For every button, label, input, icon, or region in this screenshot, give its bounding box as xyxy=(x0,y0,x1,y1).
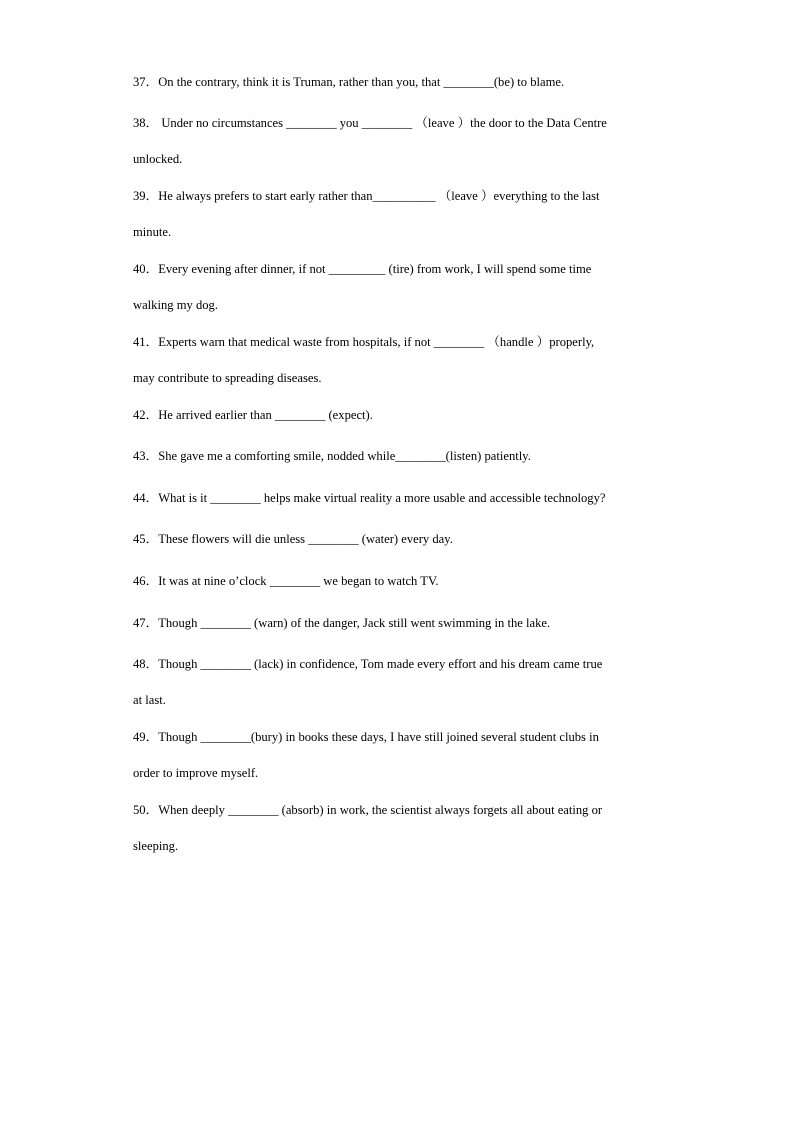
question-41-line-2: may contribute to spreading diseases. xyxy=(133,371,322,385)
question-50-line-2: sleeping. xyxy=(133,839,179,853)
question-40-line-1: 40．Every evening after dinner, if not _________ (tire) from work, I will spend some time xyxy=(133,262,592,276)
question-43-line-1: 43．She gave me a comforting smile, nodded while________(listen) patiently. xyxy=(133,449,531,463)
question-45-line-1: 45．These flowers will die unless ________ (water) every day. xyxy=(133,532,453,546)
question-38-line-2: unlocked. xyxy=(133,152,183,166)
question-50-line-1: 50．When deeply ________ (absorb) in work, the scientist always forgets all about eating or xyxy=(133,803,603,817)
question-49-line-2: order to improve myself. xyxy=(133,766,259,780)
question-46-line-1: 46．It was at nine o’clock ________ we began to watch TV. xyxy=(133,574,439,588)
question-38-line-1: 38． Under no circumstances ________ you ________ （leave ）the door to the Data Centre xyxy=(133,116,607,130)
question-48-line-2: at last. xyxy=(133,693,166,707)
question-49-line-1: 49．Though ________(bury) in books these days, I have still joined several student clubs in xyxy=(133,730,599,744)
question-48-line-1: 48．Though ________ (lack) in confidence, Tom made every effort and his dream came true xyxy=(133,657,603,671)
question-39-line-2: minute. xyxy=(133,225,172,239)
question-40-line-2: walking my dog. xyxy=(133,298,219,312)
question-47-line-1: 47．Though ________ (warn) of the danger, Jack still went swimming in the lake. xyxy=(133,616,551,630)
question-44-line-1: 44．What is it ________ helps make virtual reality a more usable and accessible technology? xyxy=(133,491,606,505)
question-41-line-1: 41．Experts warn that medical waste from hospitals, if not ________ （handle ）properly, xyxy=(133,335,595,349)
question-37-line-1: 37．On the contrary, think it is Truman, rather than you, that ________(be) to blame. xyxy=(133,75,565,89)
question-42-line-1: 42．He arrived earlier than ________ (expect). xyxy=(133,408,373,422)
question-39-line-1: 39．He always prefers to start early rather than__________ （leave ）everything to the last xyxy=(133,189,600,203)
